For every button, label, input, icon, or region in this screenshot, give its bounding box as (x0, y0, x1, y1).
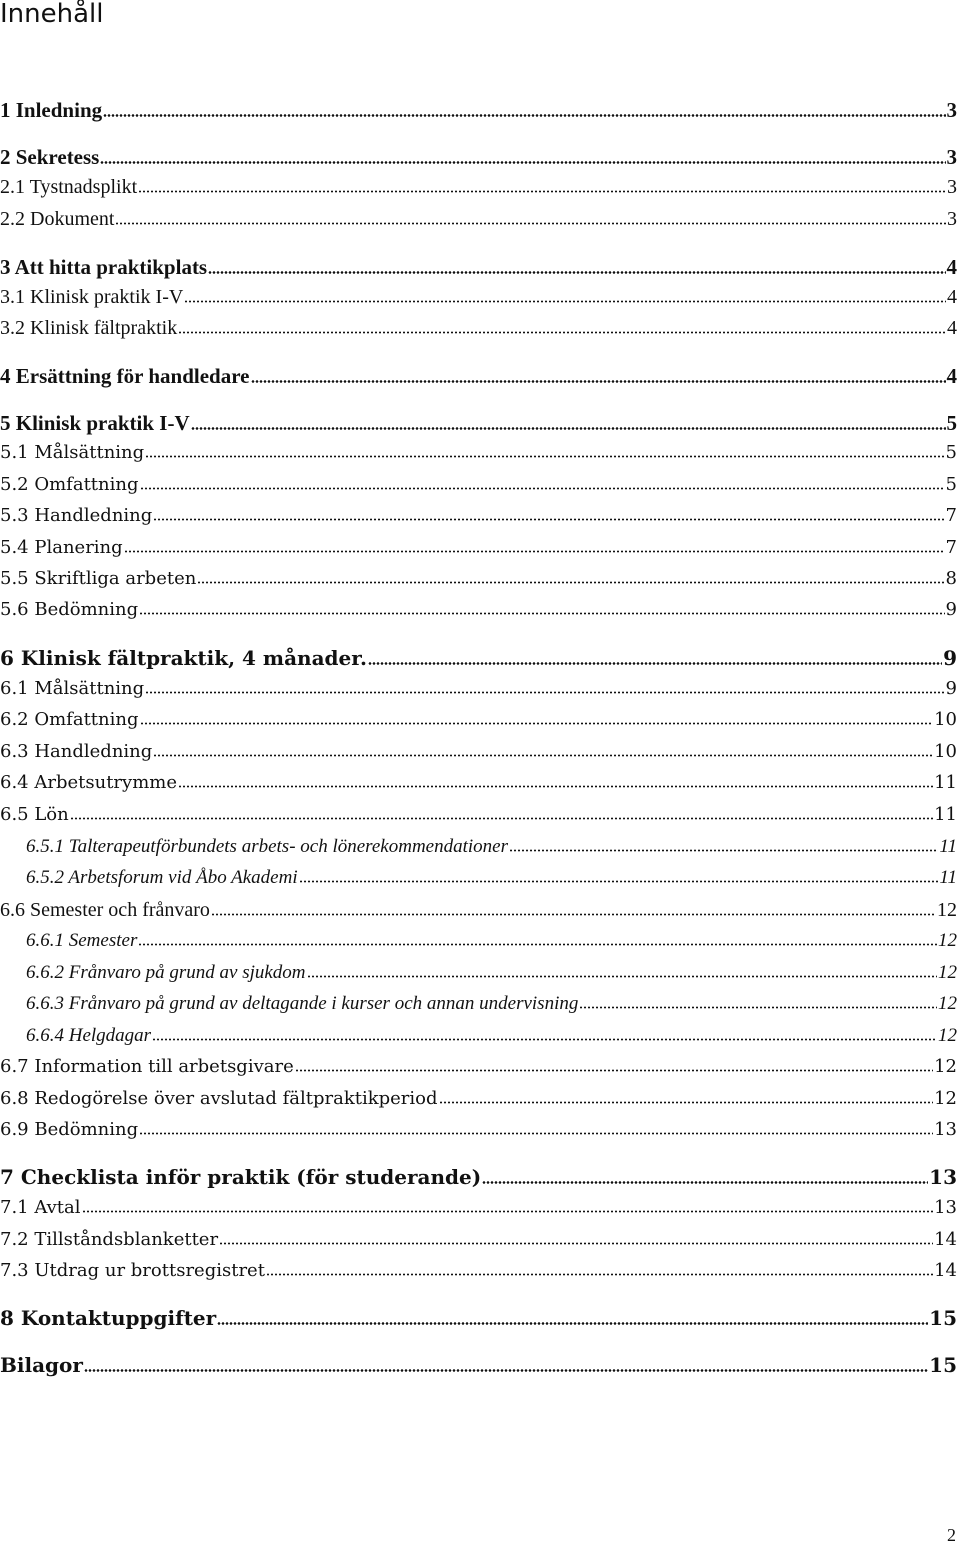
toc-entry-page: 3 (946, 145, 957, 169)
dot-leader (124, 550, 945, 553)
toc-entry[interactable] (0, 255, 960, 287)
dot-leader (266, 1273, 933, 1276)
toc-entry[interactable] (0, 364, 960, 396)
dot-leader (579, 1006, 937, 1009)
toc-entry[interactable] (0, 962, 960, 994)
toc-entry-label: 6 Klinisk fältpraktik, 4 månader. (0, 646, 367, 670)
toc-entry-page: 5 (945, 442, 957, 463)
toc-entry-page: 10 (934, 741, 957, 762)
dot-leader (219, 1242, 933, 1245)
toc-entry-label: 2.1 Tystnadsplikt (0, 176, 138, 198)
dot-leader (138, 943, 937, 946)
toc-entry-label: 6.5.2 Arbetsforum vid Åbo Akademi (26, 867, 298, 888)
toc-entry[interactable] (0, 1229, 960, 1261)
toc-entry-page: 3 (947, 176, 957, 198)
toc-entry[interactable] (0, 568, 960, 600)
toc-entry[interactable] (0, 709, 960, 741)
toc-entry-page: 7 (945, 537, 957, 558)
toc-entry-page: 4 (946, 255, 957, 279)
toc-entry[interactable] (0, 442, 960, 474)
dot-leader (251, 380, 946, 383)
dot-leader (184, 300, 946, 303)
toc-entry[interactable] (0, 1119, 960, 1151)
toc-entry[interactable] (0, 1056, 960, 1088)
toc-entry-page: 12 (938, 993, 957, 1014)
toc-entry-page: 12 (938, 930, 957, 951)
toc-entry-label: 5.4 Planering (0, 537, 123, 558)
toc-entry[interactable] (0, 1088, 960, 1120)
toc-entry-page: 3 (947, 208, 957, 230)
toc-entry-page: 12 (938, 1025, 957, 1046)
toc-entry-page: 11 (934, 804, 957, 825)
toc-entry-label: 2 Sekretess (0, 145, 100, 169)
toc-entry-label: 6.6.3 Frånvaro på grund av deltagande i kurser och annan undervisning (26, 993, 579, 1014)
toc-entry-page: 4 (946, 364, 957, 388)
page-number: 2 (947, 1525, 956, 1545)
toc-entry-label: 5.3 Handledning (0, 505, 153, 526)
toc-entry-label: 5 Klinisk praktik I-V (0, 411, 190, 435)
toc-entry-page: 11 (939, 836, 957, 857)
toc-entry-label: 3 Att hitta praktikplats (0, 255, 208, 279)
toc-entry[interactable] (0, 176, 960, 208)
toc-entry-label: 6.3 Handledning (0, 741, 153, 762)
toc-entry-page: 14 (934, 1229, 957, 1250)
toc-entry-page: 5 (946, 411, 957, 435)
toc-entry-label: 6.5.1 Talterapeutförbundets arbets- och lönerekommendationer (26, 836, 508, 857)
dot-leader (139, 612, 944, 615)
toc-entry-page: 13 (929, 1165, 957, 1189)
toc-entry-page: 15 (929, 1353, 957, 1377)
toc-entry-label: 6.6.1 Semester (26, 930, 138, 951)
toc-entry[interactable] (0, 317, 960, 349)
toc-entry-label: 5.5 Skriftliga arbeten (0, 568, 197, 589)
toc-entry-label: 6.8 Redogörelse över avslutad fältpraktikperiod (0, 1088, 438, 1109)
toc-entry-page: 4 (947, 317, 957, 339)
dot-leader (178, 785, 933, 788)
dot-leader (368, 662, 942, 665)
toc-entry-label: 6.6 Semester och frånvaro (0, 899, 210, 921)
toc-entry[interactable] (0, 474, 960, 506)
toc-entry[interactable] (0, 741, 960, 773)
dot-leader (217, 1322, 928, 1325)
toc-entry-label: 7.2 Tillståndsblanketter (0, 1229, 219, 1250)
toc-entry[interactable] (0, 1165, 960, 1197)
toc-entry[interactable] (0, 145, 960, 177)
toc-entry[interactable] (0, 98, 960, 130)
toc-entry-page: 5 (945, 474, 957, 495)
toc-entry-page: 13 (934, 1197, 957, 1218)
dot-leader (211, 913, 936, 916)
toc-entry-label: 1 Inledning (0, 98, 103, 122)
toc-entry-label: 6.1 Målsättning (0, 678, 145, 699)
dot-leader (82, 1210, 934, 1213)
toc-entry-page: 12 (934, 1056, 957, 1077)
toc-entry[interactable] (0, 867, 960, 899)
toc-entry[interactable] (0, 1306, 960, 1338)
toc-entry-label: 6.2 Omfattning (0, 709, 139, 730)
toc-entry[interactable] (0, 1260, 960, 1292)
toc-entry-label: 8 Kontaktuppgifter (0, 1306, 217, 1330)
toc-entry[interactable] (0, 411, 960, 443)
toc-entry-page: 13 (934, 1119, 957, 1140)
toc-entry-page: 3 (946, 98, 957, 122)
toc-entry-label: 7.1 Avtal (0, 1197, 81, 1218)
toc-entry-label: 6.6.4 Helgdagar (26, 1025, 152, 1046)
toc-entry[interactable] (0, 208, 960, 240)
page-title: Innehåll (0, 0, 104, 29)
dot-leader (307, 975, 937, 978)
toc-entry[interactable] (0, 286, 960, 318)
dot-leader (295, 1069, 933, 1072)
toc-entry[interactable] (0, 899, 960, 931)
toc-entry[interactable] (0, 599, 960, 631)
toc-entry-page: 8 (945, 568, 957, 589)
toc-entry-label: 5.2 Omfattning (0, 474, 139, 495)
dot-leader (145, 691, 944, 694)
dot-leader (115, 222, 946, 225)
dot-leader (140, 722, 934, 725)
dot-leader (145, 455, 944, 458)
toc-entry[interactable] (0, 1353, 960, 1385)
toc-entry-label: Bilagor (0, 1353, 83, 1377)
dot-leader (509, 849, 938, 852)
toc-entry[interactable] (0, 993, 960, 1025)
dot-leader (138, 190, 946, 193)
toc-entry-label: 5.6 Bedömning (0, 599, 139, 620)
dot-leader (191, 427, 946, 430)
toc-entry-label: 6.4 Arbetsutrymme (0, 772, 177, 793)
dot-leader (153, 754, 933, 757)
toc-entry-label: 3.1 Klinisk praktik I-V (0, 286, 184, 308)
dot-leader (84, 1369, 928, 1372)
toc-entry-page: 9 (945, 599, 957, 620)
dot-leader (299, 880, 939, 883)
toc-entry-page: 4 (947, 286, 957, 308)
dot-leader (197, 581, 944, 584)
dot-leader (153, 518, 944, 521)
toc-entry[interactable] (0, 804, 960, 836)
dot-leader (140, 487, 945, 490)
toc-entry-page: 10 (934, 709, 957, 730)
toc-entry-label: 6.5 Lön (0, 804, 69, 825)
toc-entry[interactable] (0, 836, 960, 868)
toc-entry-page: 11 (939, 867, 957, 888)
toc-entry[interactable] (0, 930, 960, 962)
dot-leader (139, 1132, 933, 1135)
toc-entry-label: 2.2 Dokument (0, 208, 115, 230)
dot-leader (439, 1101, 934, 1104)
toc-entry[interactable] (0, 505, 960, 537)
toc-entry-page: 9 (945, 678, 957, 699)
dot-leader (208, 271, 945, 274)
dot-leader (70, 817, 933, 820)
toc-entry-label: 5.1 Målsättning (0, 442, 145, 463)
toc-entry-page: 15 (929, 1306, 957, 1330)
toc-entry[interactable] (0, 1025, 960, 1057)
toc-entry[interactable] (0, 537, 960, 569)
toc-entry-label: 7 Checklista inför praktik (för studerande) (0, 1165, 482, 1189)
toc-entry[interactable] (0, 646, 960, 678)
toc-entry[interactable] (0, 678, 960, 710)
toc-entry-page: 11 (934, 772, 957, 793)
toc-entry-label: 7.3 Utdrag ur brottsregistret (0, 1260, 265, 1281)
dot-leader (482, 1181, 928, 1184)
toc-entry-page: 12 (938, 962, 957, 983)
toc-entry[interactable] (0, 772, 960, 804)
dot-leader (152, 1038, 937, 1041)
toc-entry-label: 6.9 Bedömning (0, 1119, 139, 1140)
toc-entry-page: 9 (943, 646, 957, 670)
toc-entry-page: 7 (945, 505, 957, 526)
toc-entry-label: 4 Ersättning för handledare (0, 364, 250, 388)
dot-leader (100, 161, 945, 164)
toc-entry-page: 12 (937, 899, 957, 921)
toc-entry-label: 6.6.2 Frånvaro på grund av sjukdom (26, 962, 306, 983)
toc-entry-page: 12 (934, 1088, 957, 1109)
dot-leader (103, 114, 945, 117)
toc-entry[interactable] (0, 1197, 960, 1229)
toc-entry-label: 6.7 Information till arbetsgivare (0, 1056, 294, 1077)
toc-entry-label: 3.2 Klinisk fältpraktik (0, 317, 178, 339)
toc-entry-page: 14 (934, 1260, 957, 1281)
dot-leader (178, 331, 946, 334)
